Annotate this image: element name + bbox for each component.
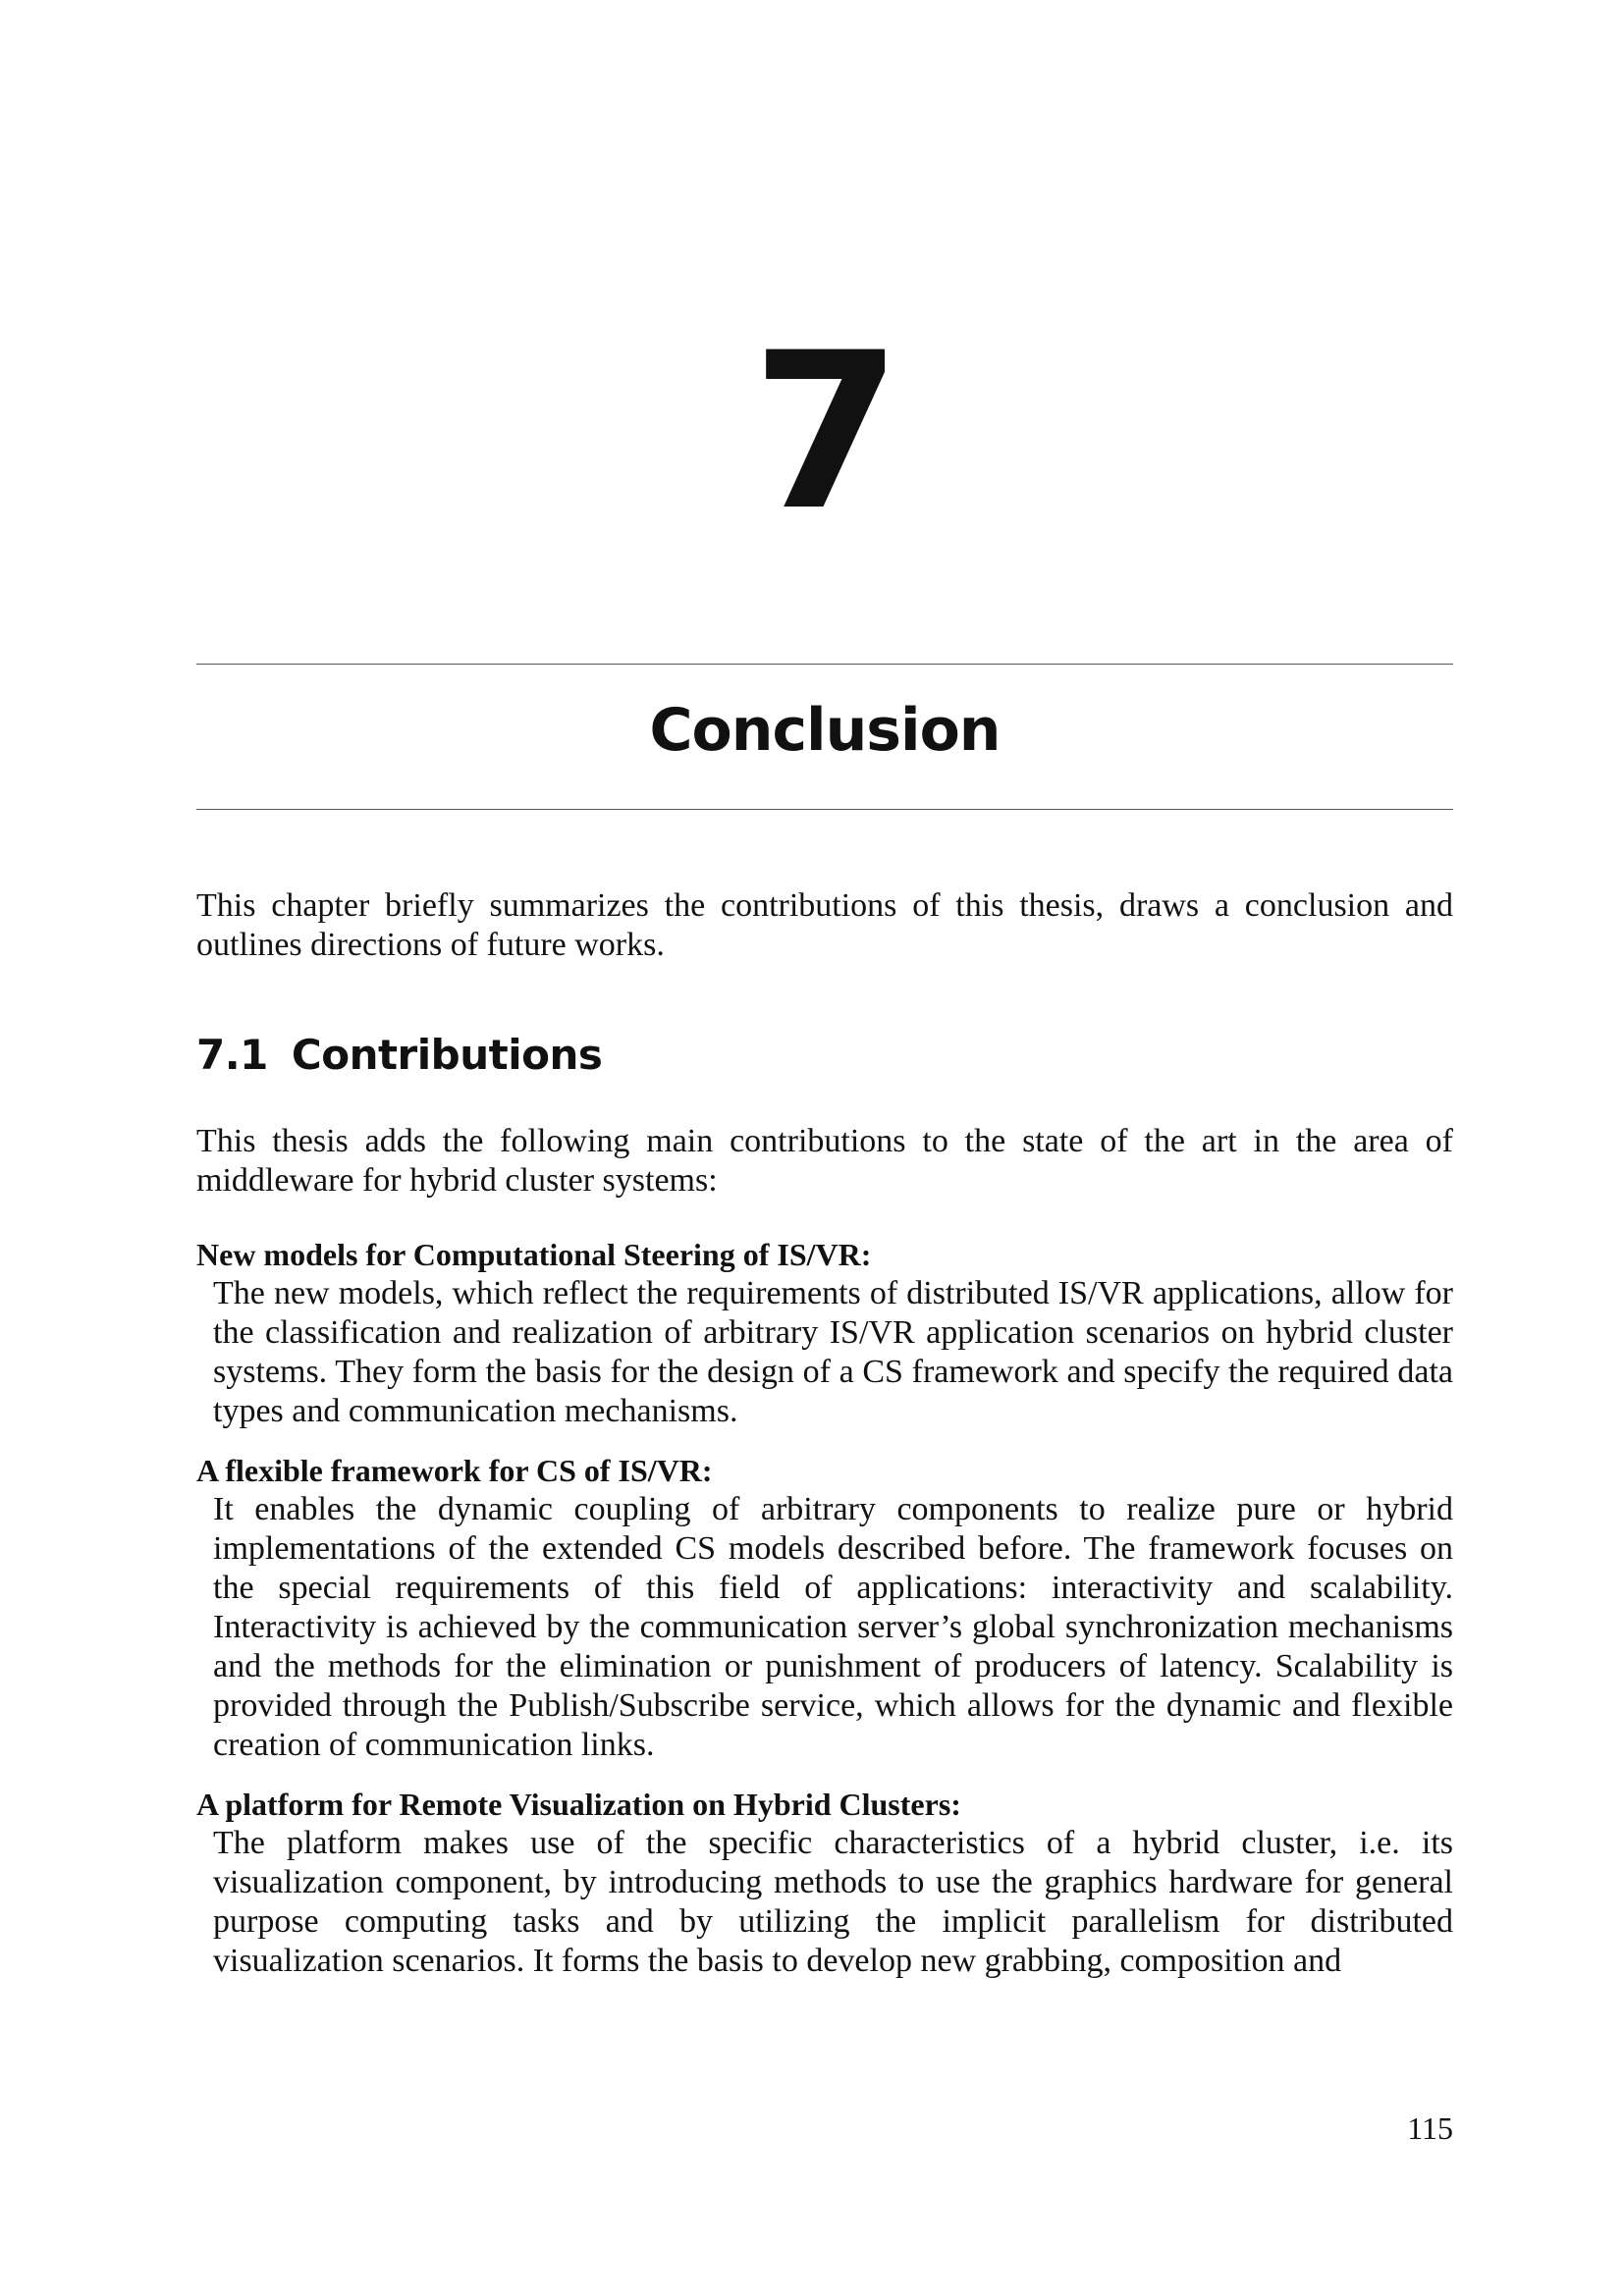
- contribution-description: It enables the dynamic coupling of arbitrary components to realize pure or hybrid implementations of the extended CS models described before. The framework focuses on the special requirements of this field of applications: interactivity and scalability. Interactivity is achieved by the communication server’s global synchronization mechanisms and the methods for the elimination or punishment of producers of latency. Scalability is provided through the Publish/Subscribe service, which allows for the dynamic and flexible creation of communication links.: [213, 1491, 1453, 1763]
- chapter-number: 7: [751, 306, 898, 558]
- contribution-item: [196, 1235, 1453, 1431]
- contribution-term: A flexible framework for CS of IS/VR:: [196, 1453, 713, 1488]
- section-heading: [196, 1031, 1453, 1080]
- contribution-term: A platform for Remote Visualization on Hybrid Clusters:: [196, 1787, 961, 1822]
- page-number: 115: [1407, 2110, 1453, 2146]
- contributions-list: [196, 1235, 1453, 2001]
- contribution-term: New models for Computational Steering of IS/VR:: [196, 1237, 872, 1272]
- contribution-description: The new models, which reflect the requirements of distributed IS/VR applications, allow for the classification and realization of arbitrary IS/VR application scenarios on hybrid cluster systems. They form the basis for the design of a CS framework and specify the required data types and communication mechanisms.: [213, 1275, 1453, 1429]
- title-rule-bottom: [196, 809, 1453, 810]
- section-title: Contributions: [291, 1031, 603, 1079]
- section-intro-paragraph: This thesis adds the following main contributions to the state of the art in the area of middleware for hybrid cluster systems:: [196, 1123, 1453, 1199]
- section-number: 7.1: [196, 1031, 268, 1079]
- chapter-title: Conclusion: [649, 696, 1001, 765]
- title-rule-top: [196, 664, 1453, 665]
- contribution-item: [196, 1451, 1453, 1765]
- contribution-description: The platform makes use of the specific characteristics of a hybrid cluster, i.e. its visualization component, by introducing methods to use the graphics hardware for general purpose computing tasks and by utilizing the implicit parallelism for distributed visualization scenarios. It forms the basis to develop new grabbing, composition and: [213, 1825, 1453, 1979]
- chapter-intro-paragraph: This chapter briefly summarizes the contributions of this thesis, draws a conclusion and outlines directions of future works.: [196, 887, 1453, 963]
- document-page: [196, 0, 1453, 2296]
- contribution-item: [196, 1785, 1453, 1981]
